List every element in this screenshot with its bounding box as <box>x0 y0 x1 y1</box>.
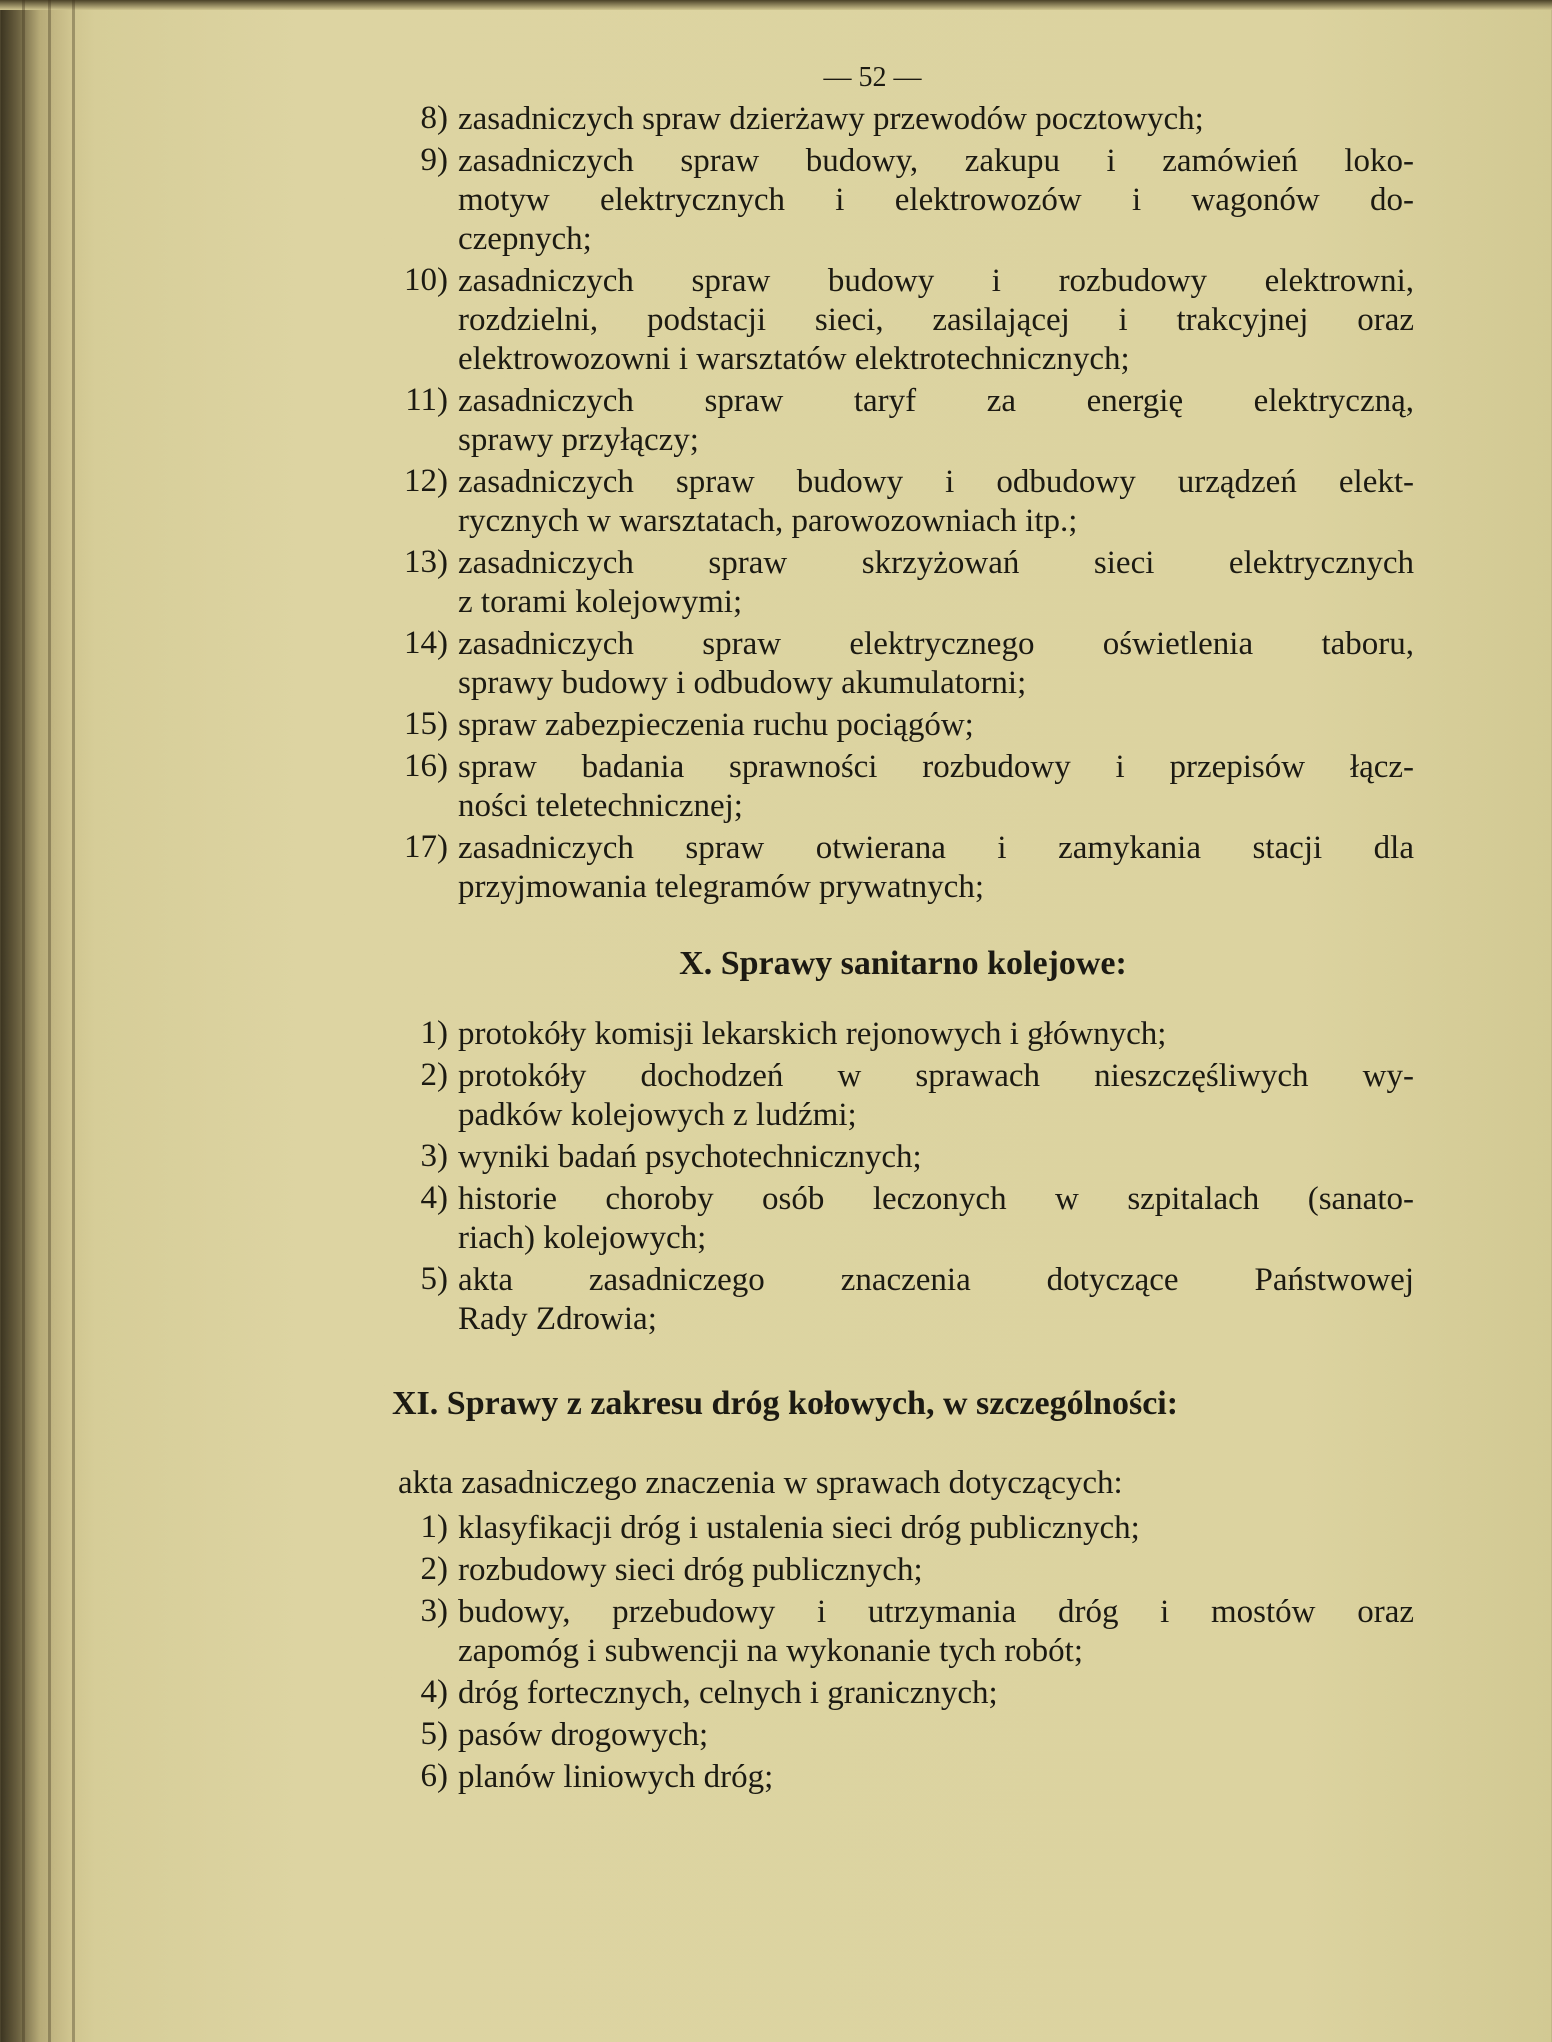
item-text-line: dróg fortecznych, celnych i granicznych; <box>458 1675 998 1711</box>
list-item <box>392 544 1414 622</box>
item-text-line: zasadniczych spraw budowy i rozbudowy elektrowni, <box>458 263 1414 299</box>
list-item <box>392 463 1414 541</box>
item-text-line: zasadniczych spraw budowy i odbudowy urządzeń elekt- <box>458 464 1414 500</box>
item-text-line: budowy, przebudowy i utrzymania dróg i mostów oraz <box>458 1594 1414 1630</box>
list-item <box>392 262 1414 379</box>
item-text-line: spraw badania sprawności rozbudowy i przepisów łącz- <box>458 749 1414 785</box>
section-xi-list <box>392 1509 1414 1797</box>
item-number: 1) <box>420 1509 448 1545</box>
list-item <box>392 1261 1414 1339</box>
section-xi-intro: akta zasadniczego znaczenia w sprawach dotyczących: <box>398 1465 1123 1501</box>
list-item <box>392 1593 1414 1671</box>
item-text-line: zasadniczych spraw dzierżawy przewodów pocztowych; <box>458 101 1204 137</box>
item-text-line: rozbudowy sieci dróg publicznych; <box>458 1552 923 1588</box>
item-number: 12) <box>404 463 448 499</box>
list-item <box>392 1758 1414 1797</box>
item-number: 9) <box>420 142 448 178</box>
item-text-line: planów liniowych dróg; <box>458 1759 774 1795</box>
item-text-line: protokóły komisji lekarskich rejonowych i głównych; <box>458 1016 1167 1052</box>
page-body <box>392 100 1414 1800</box>
item-number: 11) <box>405 382 448 418</box>
list-item <box>392 100 1414 139</box>
section-x-heading: X. Sprawy sanitarno kolejowe: <box>679 945 1127 982</box>
item-text-line: zasadniczych spraw skrzyżowań sieci elektrycznych <box>458 545 1414 581</box>
item-text-line: zapomóg i subwencji na wykonanie tych robót; <box>458 1633 1084 1669</box>
section-xi-heading: XI. Sprawy z zakresu dróg kołowych, w szczególności: <box>392 1385 1179 1422</box>
item-text-line: zasadniczych spraw elektrycznego oświetlenia taboru, <box>458 626 1414 662</box>
item-text-line: klasyfikacji dróg i ustalenia sieci dróg publicznych; <box>458 1510 1140 1546</box>
page-stack-edge <box>22 0 25 2042</box>
list-item <box>392 829 1414 907</box>
list-item <box>392 1674 1414 1713</box>
item-number: 1) <box>420 1015 448 1051</box>
list-item <box>392 1015 1414 1054</box>
item-text-line: sprawy przyłączy; <box>458 422 699 458</box>
item-number: 3) <box>420 1593 448 1629</box>
list-item <box>392 142 1414 259</box>
item-text-line: riach) kolejowych; <box>458 1220 707 1256</box>
section-ix-list <box>392 100 1414 907</box>
list-item <box>392 382 1414 460</box>
list-item <box>392 1180 1414 1258</box>
item-text-line: elektrowozowni i warsztatów elektrotechnicznych; <box>458 341 1130 377</box>
list-item <box>392 1716 1414 1755</box>
item-text-line: rycznych w warsztatach, parowozowniach itp.; <box>458 503 1078 539</box>
item-text-line: zasadniczych spraw budowy, zakupu i zamówień loko- <box>458 143 1414 179</box>
item-number: 2) <box>420 1551 448 1587</box>
item-text-line: sprawy budowy i odbudowy akumulatorni; <box>458 665 1027 701</box>
section-x-list <box>392 1015 1414 1339</box>
list-item <box>392 1138 1414 1177</box>
item-text-line: z torami kolejowymi; <box>458 584 743 620</box>
item-text-line: protokóły dochodzeń w sprawach nieszczęśliwych wy- <box>458 1058 1414 1094</box>
item-number: 17) <box>404 829 448 865</box>
item-text-line: rozdzielni, podstacji sieci, zasilającej i trakcyjnej oraz <box>458 302 1414 338</box>
item-number: 4) <box>420 1180 448 1216</box>
list-item <box>392 1509 1414 1548</box>
list-item <box>392 706 1414 745</box>
item-number: 5) <box>420 1261 448 1297</box>
list-item <box>392 748 1414 826</box>
item-text-line: wyniki badań psychotechnicznych; <box>458 1139 922 1175</box>
page-stack-edge <box>72 0 75 2042</box>
item-text-line: Rady Zdrowia; <box>458 1301 657 1337</box>
item-text-line: motyw elektrycznych i elektrowozów i wagonów do- <box>458 182 1414 218</box>
item-number: 4) <box>420 1674 448 1710</box>
item-text-line: zasadniczych spraw taryf za energię elektryczną, <box>458 383 1414 419</box>
item-text-line: przyjmowania telegramów prywatnych; <box>458 869 984 905</box>
item-text-line: ności teletechnicznej; <box>458 788 743 824</box>
item-number: 2) <box>420 1057 448 1093</box>
item-number: 6) <box>420 1758 448 1794</box>
list-item <box>392 625 1414 703</box>
item-number: 5) <box>420 1716 448 1752</box>
item-number: 16) <box>404 748 448 784</box>
item-number: 3) <box>420 1138 448 1174</box>
item-text-line: historie choroby osób leczonych w szpitalach (sanato- <box>458 1181 1414 1217</box>
item-number: 13) <box>404 544 448 580</box>
item-text-line: spraw zabezpieczenia ruchu pociągów; <box>458 707 974 743</box>
item-number: 8) <box>420 100 448 136</box>
item-text-line: zasadniczych spraw otwierana i zamykania stacji dla <box>458 830 1414 866</box>
list-item <box>392 1551 1414 1590</box>
item-text-line: pasów drogowych; <box>458 1717 709 1753</box>
page-top-edge <box>0 0 1552 10</box>
item-number: 14) <box>404 625 448 661</box>
item-number: 15) <box>404 706 448 742</box>
item-number: 10) <box>404 262 448 298</box>
item-text-line: akta zasadniczego znaczenia dotyczące Państwowej <box>458 1262 1414 1298</box>
item-text-line: padków kolejowych z ludźmi; <box>458 1097 857 1133</box>
item-text-line: czepnych; <box>458 221 592 257</box>
page-stack-edge <box>48 0 51 2042</box>
page-number: — 52 — <box>823 62 922 93</box>
list-item <box>392 1057 1414 1135</box>
